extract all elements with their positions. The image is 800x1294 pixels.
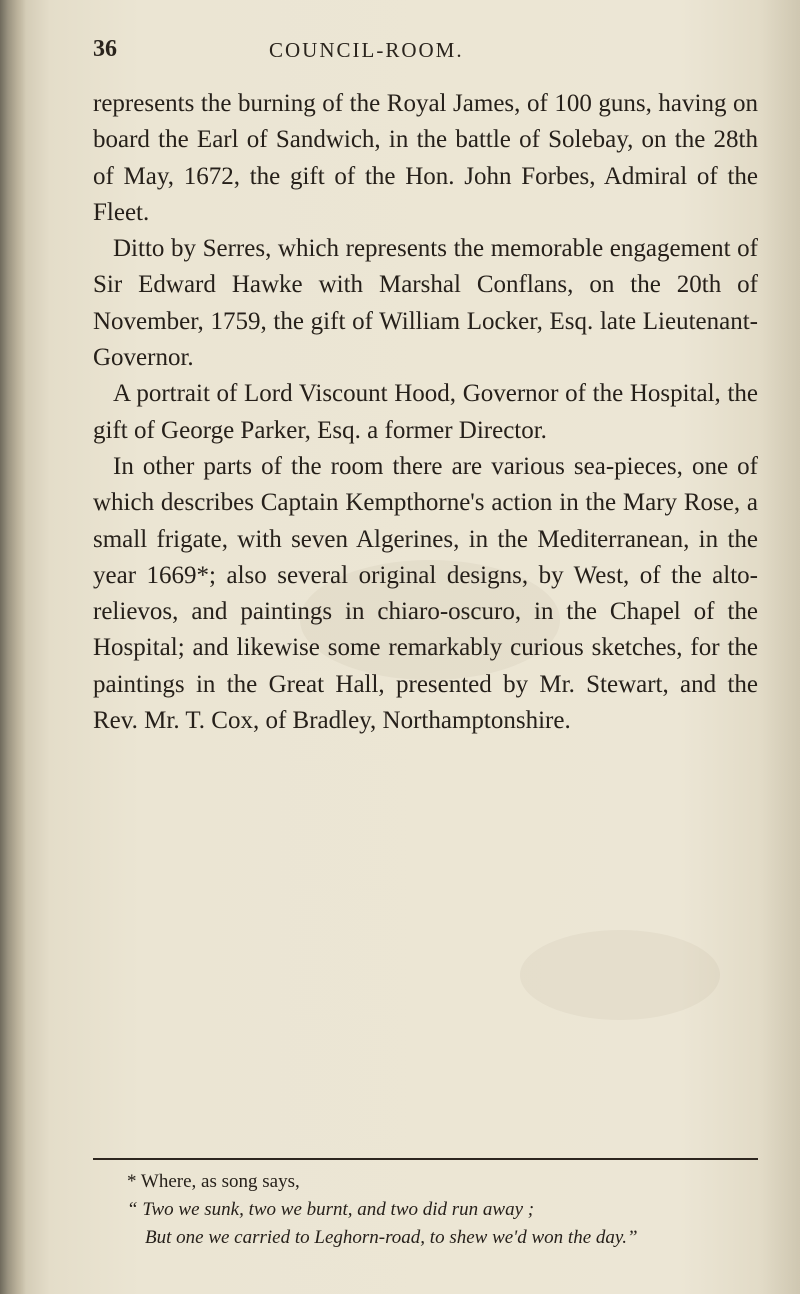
page-header <box>93 36 753 76</box>
paragraph-other-parts: In other parts of the room there are various sea-pieces, one of which describes Captain Kempthorne's action in the Mary Rose, a small frigate, with seven Algerines, in the Mediterranean, in the year 1669*; also several original designs, by West, of the alto-relievos, and paintings in chiaro-oscuro, in the Chapel of the Hospital; and likewise some remarkably curious sketches, for the paintings in the Great Hall, presented by Mr. Stewart, and the Rev. Mr. T. Cox, of Bradley, Northamptonshire. <box>93 452 758 735</box>
paragraph-portrait-hood: A portrait of Lord Viscount Hood, Governor of the Hospital, the gift of George Parker, Esq. a former Director. <box>93 380 758 444</box>
footnote-verse-line-2: But one we carried to Leghorn-road, to shew we'd won the day.” <box>145 1227 638 1248</box>
paragraph-royal-james: represents the burning of the Royal James, of 100 guns, having on board the Earl of Sandwich, in the battle of Solebay, on the 28th of May, 1672, the gift of the Hon. John Forbes, Admiral of the Fleet. <box>93 90 758 226</box>
body-text <box>93 86 758 739</box>
footnote-intro: * Where, as song says, <box>127 1171 300 1192</box>
page-number: 36 <box>93 36 117 62</box>
footnote-verse-line-1: “ Two we sunk, two we burnt, and two did run away ; <box>127 1199 535 1220</box>
footnote <box>93 1168 758 1252</box>
book-spine-shadow <box>0 0 26 1294</box>
paper-stain <box>520 930 720 1020</box>
paragraph-serres: Ditto by Serres, which represents the memorable engagement of Sir Edward Hawke with Marshal Conflans, on the 20th of November, 1759, the gift of William Locker, Esq. late Lieutenant-Governor. <box>93 235 758 372</box>
footnote-divider <box>93 1158 758 1160</box>
running-head: COUNCIL-ROOM. <box>269 38 464 62</box>
